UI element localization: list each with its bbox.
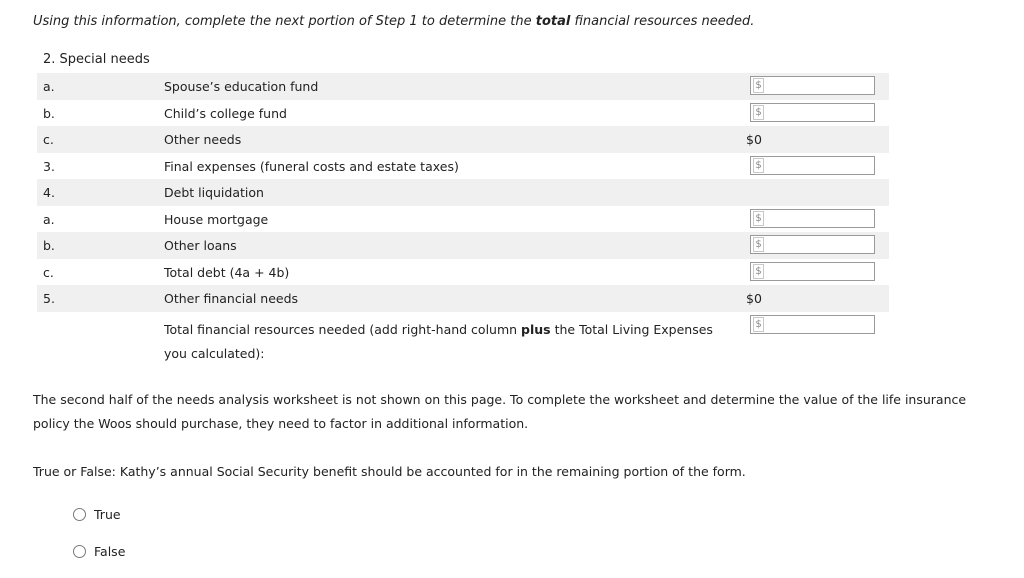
total-resources-input[interactable] (764, 317, 874, 332)
option-false-label: False (94, 544, 126, 559)
total-resources-label (164, 318, 724, 366)
total-resources-row (37, 312, 889, 362)
dollar-prefix: $ (753, 211, 764, 226)
total-debt-field[interactable] (750, 262, 875, 281)
row-number: a. (43, 211, 55, 227)
other-financial-needs-value: $0 (746, 291, 762, 306)
dollar-prefix: $ (753, 158, 764, 173)
total-label-bold: plus (521, 321, 551, 337)
row-number: a. (43, 79, 55, 94)
question-text: True or False: Kathy’s annual Social Security benefit should be accounted for in the remaining portion of the form. (33, 464, 746, 479)
row-number: 3. (43, 158, 55, 174)
child-college-fund-field[interactable] (750, 103, 875, 122)
worksheet-row (37, 285, 889, 312)
house-mortgage-field[interactable] (750, 209, 875, 228)
final-expenses-field[interactable] (750, 156, 875, 175)
worksheet-table (37, 73, 889, 362)
info-paragraph: The second half of the needs analysis worksheet is not shown on this page. To complete the worksheet and determine the value of the life insurance policy the Woos should purchase, they need to factor in additional information. (33, 392, 967, 431)
row-number: b. (43, 105, 55, 121)
row-label: Other financial needs (164, 291, 299, 306)
total-label-before: Total financial resources needed (add right-hand column (164, 321, 522, 337)
dollar-prefix: $ (753, 317, 764, 332)
row-label: Child’s college fund (164, 105, 287, 121)
total-debt-input[interactable] (764, 264, 874, 279)
dollar-prefix: $ (753, 78, 764, 93)
worksheet-row (37, 153, 889, 180)
row-number: c. (43, 132, 54, 147)
spouse-education-fund-field[interactable] (750, 76, 875, 95)
worksheet-row (37, 259, 889, 286)
false-radio-button[interactable] (73, 545, 86, 558)
instruction-before: Using this information, complete the next portion of Step 1 to determine the (33, 14, 536, 29)
worksheet-row (37, 179, 889, 206)
row-number: c. (43, 264, 54, 280)
instruction-text (33, 14, 754, 29)
worksheet-row (37, 232, 889, 259)
row-label: Final expenses (funeral costs and estate taxes) (164, 158, 459, 174)
dollar-prefix: $ (753, 105, 764, 120)
row-label: Other needs (164, 132, 242, 147)
true-radio-button[interactable] (73, 508, 86, 521)
worksheet-row (37, 73, 889, 100)
dollar-prefix: $ (753, 237, 764, 252)
worksheet-row (37, 206, 889, 233)
house-mortgage-input[interactable] (764, 211, 874, 226)
instruction-after: financial resources needed. (570, 14, 755, 29)
row-number: 4. (43, 185, 55, 200)
row-label: House mortgage (164, 211, 269, 227)
total-resources-field[interactable] (750, 315, 875, 334)
option-false[interactable] (73, 544, 125, 559)
child-college-fund-input[interactable] (764, 105, 874, 120)
total-label-after: the Total Living Expenses you calculated): (164, 321, 713, 361)
option-true-label: True (94, 507, 121, 522)
row-label: Total debt (4a + 4b) (164, 264, 290, 280)
other-loans-field[interactable] (750, 235, 875, 254)
instruction-bold: total (535, 14, 571, 29)
row-number: 5. (43, 291, 55, 306)
dollar-prefix: $ (753, 264, 764, 279)
row-label: Other loans (164, 238, 237, 253)
worksheet-row (37, 100, 889, 127)
row-label: Spouse’s education fund (164, 79, 319, 94)
section-title: 2. Special needs (43, 52, 150, 67)
row-number: b. (43, 238, 55, 253)
other-needs-value: $0 (746, 132, 762, 147)
other-loans-input[interactable] (764, 237, 874, 252)
spouse-education-fund-input[interactable] (764, 78, 874, 93)
worksheet-row (37, 126, 889, 153)
final-expenses-input[interactable] (764, 158, 874, 173)
row-label: Debt liquidation (164, 185, 264, 200)
option-true[interactable] (73, 507, 121, 522)
